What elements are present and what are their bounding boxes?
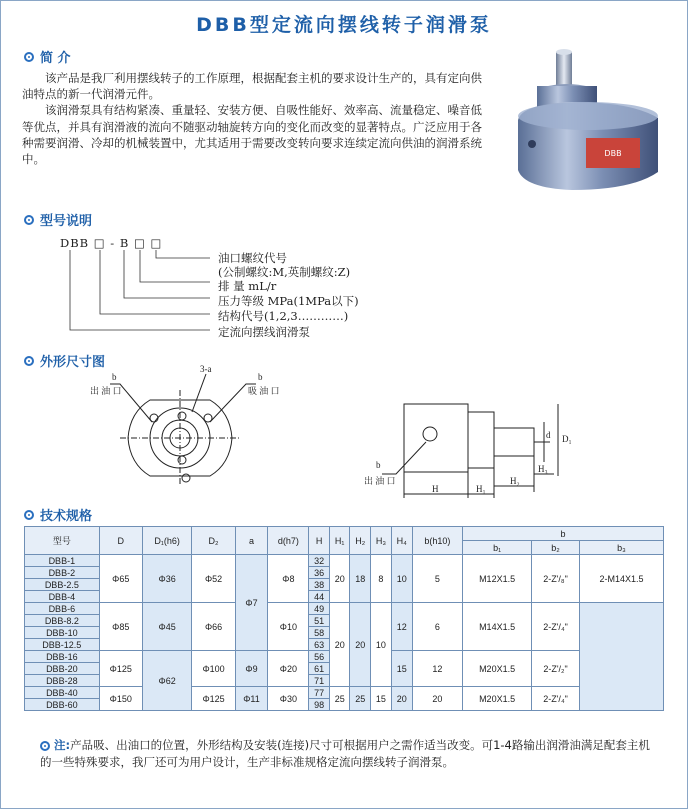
- outline-drawing: [60, 362, 660, 502]
- cell-b1: M20X1.5: [463, 651, 532, 687]
- cell-D1: Φ62: [142, 651, 192, 711]
- cell-H2: 18: [350, 555, 371, 603]
- cell-H4: 15: [391, 651, 412, 687]
- footnote-label: 注:: [54, 738, 71, 752]
- intro-text: [22, 70, 492, 167]
- cell-D: Φ125: [99, 651, 142, 687]
- cell-b3: 2-M14X1.5: [579, 555, 663, 603]
- model-label-structure: 结构代号(1,2,3…………): [218, 309, 349, 323]
- page-title: DBB型定流向摆线转子润滑泵: [196, 14, 492, 36]
- front-label-b-right: b: [258, 372, 263, 382]
- cell-D1: Φ45: [142, 603, 192, 651]
- cell-H1: 25: [329, 687, 350, 711]
- col-header-model: 型号: [25, 527, 100, 555]
- intro-paragraph-2: 该润滑泵具有结构紧凑、重量轻、安装方便、自吸性能好、效率高、流量稳定、噪音低等优点，并具有润滑液的流向不随驱动轴旋转方向的变化而改变的显著特点。广泛应用于各种需要润滑、冷却的机械装置中，尤其适用于需要改变转向要求连续定流向供油的润滑系统中。: [22, 103, 482, 167]
- side-label-b: b: [376, 460, 381, 470]
- cell-b1: M14X1.5: [463, 603, 532, 651]
- cell-b1: M12X1.5: [463, 555, 532, 603]
- pump-nameplate-text: DBB: [604, 149, 622, 158]
- dim-H: H: [432, 484, 439, 494]
- mount-hole: [182, 474, 190, 482]
- cell-H: 56: [309, 651, 330, 663]
- cell-H: 38: [309, 579, 330, 591]
- front-label-inlet: 吸 油 口: [248, 386, 280, 396]
- section-spec-heading: [24, 505, 92, 524]
- cell-H: 44: [309, 591, 330, 603]
- cell-H3: 10: [371, 603, 392, 687]
- cell-H: 49: [309, 603, 330, 615]
- section-intro-label: 简 介: [40, 51, 71, 66]
- cell-H: 58: [309, 627, 330, 639]
- cell-H3: 8: [371, 555, 392, 603]
- model-explanation: [60, 232, 480, 352]
- cell-bh10: 5: [412, 555, 462, 603]
- cell-bh10: 20: [412, 687, 462, 711]
- cell-d: Φ20: [268, 651, 309, 687]
- intro-paragraph-1: 该产品是我厂利用摆线转子的工作原理，根据配套主机的要求设计生产的，具有定向供油特点的新一代润滑元件。: [22, 71, 482, 102]
- spec-table: [24, 526, 664, 711]
- cell-model: DBB-2: [25, 567, 100, 579]
- cell-bh10: 12: [412, 651, 462, 687]
- cell-d: Φ10: [268, 603, 309, 651]
- cell-H: 32: [309, 555, 330, 567]
- bullet-icon: [24, 215, 34, 225]
- col-header-H4: H₄: [391, 527, 412, 555]
- col-header-D: D: [99, 527, 142, 555]
- model-label-thread: 油口螺纹代号: [218, 251, 287, 265]
- cell-b2: 2-Z'/₄": [532, 687, 580, 711]
- cell-H4: 10: [391, 555, 412, 603]
- table-row: [25, 555, 664, 567]
- section-drawing-label: 外形尺寸图: [40, 355, 106, 370]
- cell-b3-empty: [579, 603, 663, 711]
- cell-D2: Φ66: [192, 603, 235, 651]
- table-header-row: [25, 527, 664, 541]
- cell-D1: Φ36: [142, 555, 192, 603]
- dim-D1: D₁: [562, 434, 572, 444]
- cell-H1: 20: [329, 603, 350, 687]
- cell-model: DBB-8.2: [25, 615, 100, 627]
- section-spec-label: 技术规格: [40, 509, 93, 524]
- col-header-D2: D₂: [192, 527, 235, 555]
- bullet-icon: [24, 52, 34, 62]
- cell-H: 61: [309, 663, 330, 675]
- front-label-b: b: [112, 372, 117, 382]
- bullet-icon: [40, 741, 50, 751]
- cell-d: Φ30: [268, 687, 309, 711]
- cell-D: Φ85: [99, 603, 142, 651]
- cell-H2: 25: [350, 687, 371, 711]
- cell-a: Φ9: [235, 651, 268, 687]
- footnote-text: 产品吸、出油口的位置，外形结构及安装(连接)尺寸可根据用户之需作适当改变。可1-4路输出润滑油满足配套主机的一些特殊要求，我厂还可为用户设计，生产非标准规格定流向摆线转子润滑泵。: [40, 738, 650, 769]
- bullet-icon: [24, 356, 34, 366]
- dim-H2: H₂: [510, 476, 520, 486]
- model-label-pump-type: 定流向摆线润滑泵: [218, 325, 310, 339]
- cell-model: DBB-60: [25, 699, 100, 711]
- model-label-pressure: 压力等级 MPa(1MPa以下): [218, 294, 359, 308]
- col-header-b3: b₃: [579, 541, 663, 555]
- cell-H: 51: [309, 615, 330, 627]
- cell-D2: Φ52: [192, 555, 235, 603]
- cell-H1: 20: [329, 555, 350, 603]
- cell-model: DBB-16: [25, 651, 100, 663]
- col-header-H1: H₁: [329, 527, 350, 555]
- side-label-outlet: 出 油 口: [364, 476, 396, 486]
- cell-model: DBB-6: [25, 603, 100, 615]
- cell-H: 63: [309, 639, 330, 651]
- front-label-outlet: 出 油 口: [90, 386, 122, 396]
- cell-model: DBB-10: [25, 627, 100, 639]
- section-model-label: 型号说明: [40, 214, 93, 229]
- cell-H2: 20: [350, 603, 371, 687]
- cell-model: DBB-4: [25, 591, 100, 603]
- cell-b2: 2-Z'/₂": [532, 651, 580, 687]
- cell-H: 71: [309, 675, 330, 687]
- dim-H3: H₃: [538, 464, 548, 474]
- cell-b1: M20X1.5: [463, 687, 532, 711]
- cell-D2: Φ100: [192, 651, 235, 687]
- dim-H1: H₁: [476, 484, 486, 494]
- cell-model: DBB-12.5: [25, 639, 100, 651]
- cell-a: Φ7: [235, 555, 268, 651]
- cell-a: Φ11: [235, 687, 268, 711]
- cell-H4: 12: [391, 603, 412, 651]
- footnote: [40, 737, 660, 771]
- cell-D: Φ150: [99, 687, 142, 711]
- col-header-D1: D₁(h6): [142, 527, 192, 555]
- cell-H: 98: [309, 699, 330, 711]
- cell-H: 77: [309, 687, 330, 699]
- cell-H3: 15: [371, 687, 392, 711]
- col-header-H3: H₃: [371, 527, 392, 555]
- cell-model: DBB-2.5: [25, 579, 100, 591]
- col-header-b: b: [463, 527, 664, 541]
- col-header-b2: b₂: [532, 541, 580, 555]
- cell-b2: 2-Z'/₄": [532, 603, 580, 651]
- col-header-H: H: [309, 527, 330, 555]
- col-header-bh10: b(h10): [412, 527, 462, 555]
- cell-H4: 20: [391, 687, 412, 711]
- pump-photo: [512, 46, 666, 194]
- front-label-3a: 3-a: [200, 364, 212, 374]
- section-model-heading: [24, 210, 92, 229]
- model-code: DBB □ - B □ □: [60, 236, 163, 250]
- cell-model: DBB-40: [25, 687, 100, 699]
- bullet-icon: [24, 510, 34, 520]
- section-intro-heading: [24, 47, 71, 66]
- cell-b2: 2-Z'/₈": [532, 555, 580, 603]
- cell-d: Φ8: [268, 555, 309, 603]
- table-row: [25, 687, 664, 699]
- cell-bh10: 6: [412, 603, 462, 651]
- cell-D: Φ65: [99, 555, 142, 603]
- cell-model: DBB-28: [25, 675, 100, 687]
- col-header-a: a: [235, 527, 268, 555]
- model-label-displacement: 排 量 mL/r: [218, 279, 277, 293]
- col-header-H2: H₂: [350, 527, 371, 555]
- col-header-d: d(h7): [268, 527, 309, 555]
- cell-model: DBB-20: [25, 663, 100, 675]
- cell-model: DBB-1: [25, 555, 100, 567]
- cell-D2: Φ125: [192, 687, 235, 711]
- col-header-b1: b₁: [463, 541, 532, 555]
- table-row: [25, 603, 664, 615]
- model-label-thread-type: (公制螺纹:M,英制螺纹:Z): [218, 265, 351, 279]
- cell-H: 36: [309, 567, 330, 579]
- dim-d: d: [546, 430, 551, 440]
